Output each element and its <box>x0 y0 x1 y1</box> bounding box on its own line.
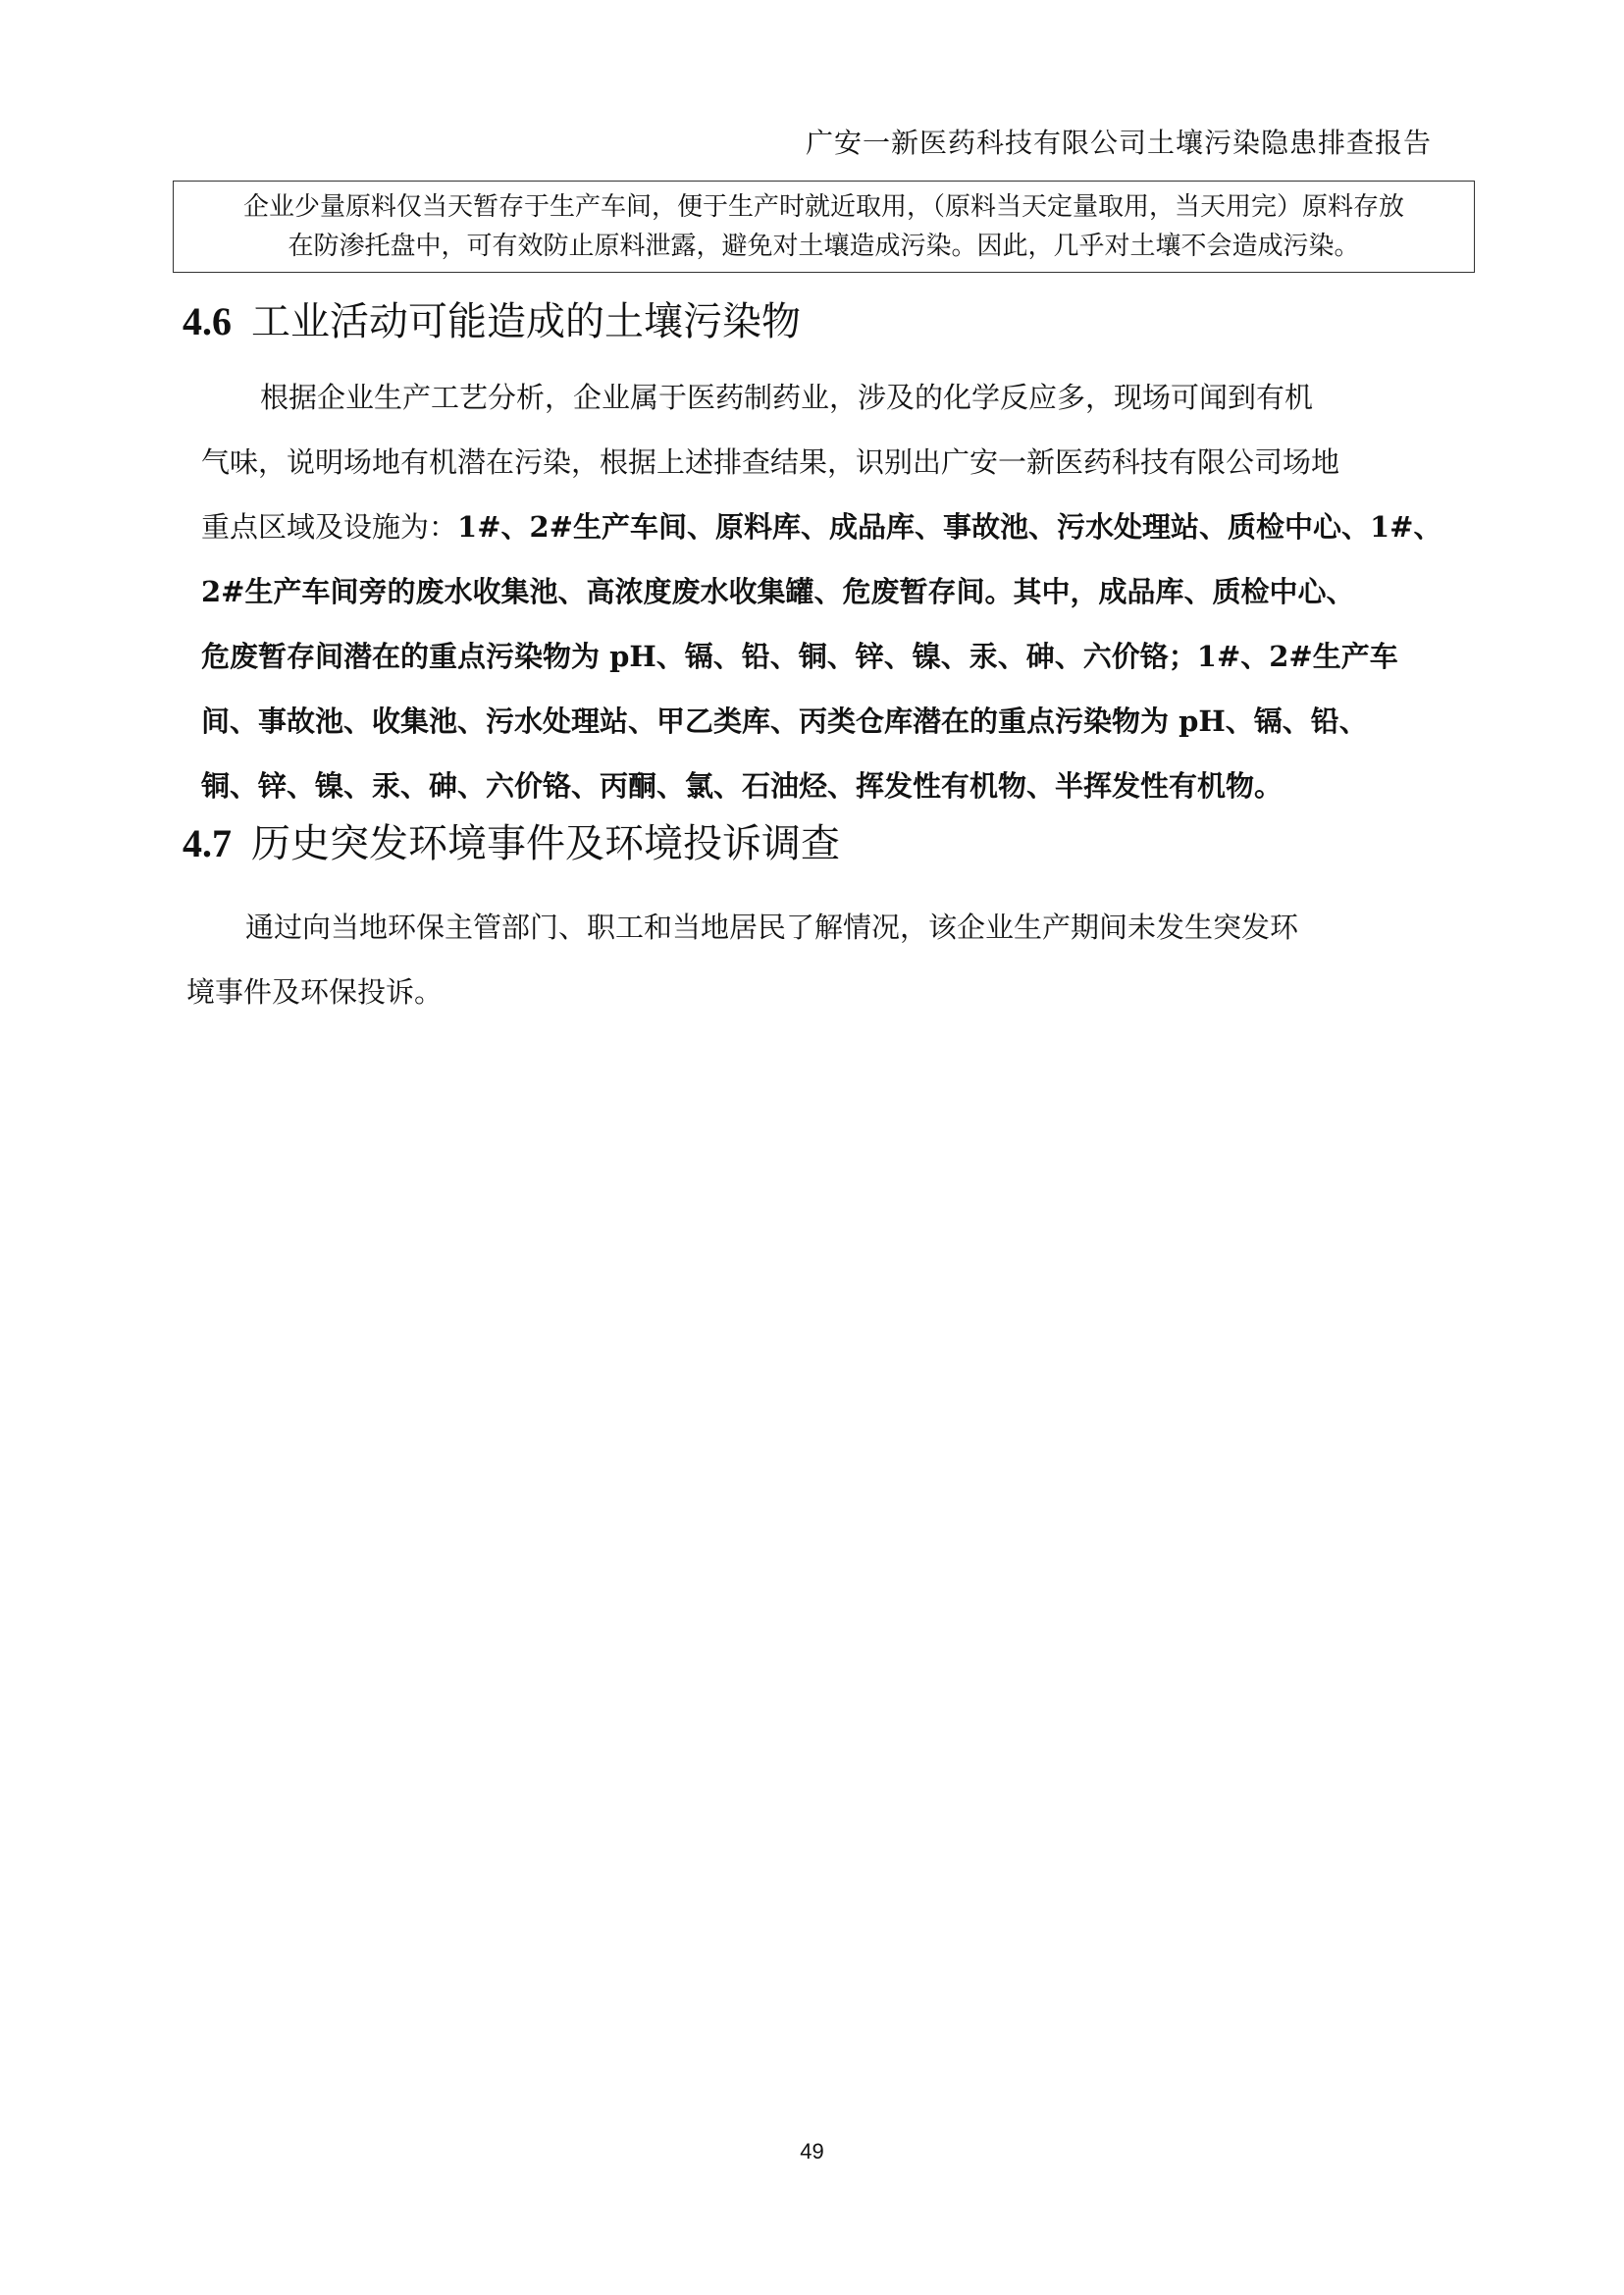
section-4-7-number: 4.7 <box>183 821 232 865</box>
note-box <box>173 181 1475 273</box>
section-4-6-title: 工业活动可能造成的土壤污染物 <box>251 299 801 344</box>
paragraph-line: 通过向当地环保主管部门、职工和当地居民了解情况，该企业生产期间未发生突发环 <box>245 911 1299 944</box>
report-header-title: 广安一新医药科技有限公司土壤污染隐患排查报告 <box>805 127 1432 159</box>
paragraph-line <box>201 495 1447 559</box>
paragraph-line: 2#生产车间旁的废水收集池、高浓度废水收集罐、危废暂存间。其中，成品库、质检中心、 <box>201 575 1355 608</box>
paragraph-line: 铜、锌、镍、汞、砷、六价铬、丙酮、氯、石油烃、挥发性有机物、半挥发性有机物。 <box>201 769 1283 803</box>
section-4-7-paragraph <box>186 895 1433 1024</box>
section-4-7-heading <box>183 812 840 868</box>
paragraph-line: 气味，说明场地有机潜在污染，根据上述排查结果，识别出广安一新医药科技有限公司场地 <box>201 445 1340 479</box>
section-4-7-title: 历史突发环境事件及环境投诉调查 <box>251 821 840 866</box>
page-number: 49 <box>800 2139 824 2164</box>
paragraph-line: 危废暂存间潜在的重点污染物为 pH、镉、铅、铜、锌、镍、汞、砷、六价铬；1#、2#生产车 <box>201 640 1398 673</box>
paragraph-text: 重点区域及设施为： <box>201 510 458 544</box>
section-4-6-paragraph <box>201 365 1447 818</box>
paragraph-bold-text: 1#、2#生产车间、原料库、成品库、事故池、污水处理站、质检中心、1#、 <box>457 510 1442 544</box>
note-box-line-2: 在防渗托盘中，可有效防止原料泄露，避免对土壤造成污染。因此，几乎对土壤不会造成污染。 <box>288 232 1360 261</box>
section-4-6-heading <box>183 290 801 346</box>
section-4-6-number: 4.6 <box>183 299 232 343</box>
paragraph-line: 境事件及环保投诉。 <box>186 975 444 1009</box>
paragraph-line: 根据企业生产工艺分析，企业属于医药制药业，涉及的化学反应多，现场可闻到有机 <box>260 381 1314 414</box>
note-box-line-1: 企业少量原料仅当天暂存于生产车间，便于生产时就近取用，（原料当天定量取用，当天用完）原料存放 <box>242 192 1404 222</box>
paragraph-line: 间、事故池、收集池、污水处理站、甲乙类库、丙类仓库潜在的重点污染物为 pH、镉、铅、 <box>201 704 1368 738</box>
